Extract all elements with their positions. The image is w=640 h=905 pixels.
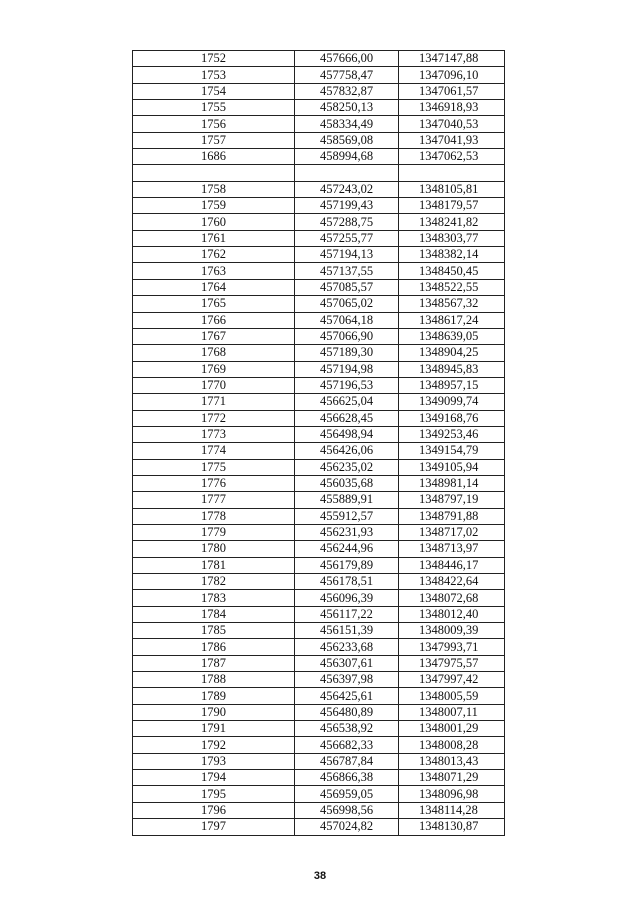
point-number-cell: 1776: [133, 475, 295, 491]
point-number-cell: 1783: [133, 590, 295, 606]
point-number-cell: 1754: [133, 83, 295, 99]
y-coordinate-cell: 1348179,57: [399, 198, 505, 214]
point-number-cell: 1797: [133, 819, 295, 835]
table-row: [133, 819, 505, 835]
table-row: [133, 51, 505, 67]
y-coordinate-cell: 1349168,76: [399, 410, 505, 426]
x-coordinate-cell: 457832,87: [295, 83, 399, 99]
x-coordinate-cell: 456998,56: [295, 802, 399, 818]
x-coordinate-cell: 457085,57: [295, 279, 399, 295]
table-row: [133, 721, 505, 737]
point-number-cell: 1774: [133, 443, 295, 459]
y-coordinate-cell: 1349154,79: [399, 443, 505, 459]
table-row: [133, 296, 505, 312]
table-row: [133, 377, 505, 393]
x-coordinate-cell: 457137,55: [295, 263, 399, 279]
point-number-cell: 1781: [133, 557, 295, 573]
point-number-cell: 1775: [133, 459, 295, 475]
table-row: [133, 786, 505, 802]
x-coordinate-cell: 457196,53: [295, 377, 399, 393]
x-coordinate-cell: 456151,39: [295, 623, 399, 639]
y-coordinate-cell: 1348009,39: [399, 623, 505, 639]
y-coordinate-cell: 1348717,02: [399, 524, 505, 540]
table-row: [133, 574, 505, 590]
y-coordinate-cell: 1347040,53: [399, 116, 505, 132]
table-row: [133, 606, 505, 622]
point-number-cell: 1766: [133, 312, 295, 328]
point-number-cell: 1759: [133, 198, 295, 214]
point-number-cell: 1787: [133, 655, 295, 671]
point-number-cell: 1796: [133, 802, 295, 818]
y-coordinate-cell: 1347062,53: [399, 149, 505, 165]
point-number-cell: 1772: [133, 410, 295, 426]
table-row: [133, 100, 505, 116]
table-row: [133, 230, 505, 246]
x-coordinate-cell: 458250,13: [295, 100, 399, 116]
y-coordinate-cell: 1348981,14: [399, 475, 505, 491]
table-row: [133, 770, 505, 786]
table-row: [133, 394, 505, 410]
point-number-cell: [133, 165, 295, 181]
point-number-cell: 1793: [133, 753, 295, 769]
x-coordinate-cell: 457024,82: [295, 819, 399, 835]
y-coordinate-cell: 1348007,11: [399, 704, 505, 720]
point-number-cell: 1763: [133, 263, 295, 279]
point-number-cell: 1779: [133, 524, 295, 540]
table-row: [133, 328, 505, 344]
x-coordinate-cell: 457666,00: [295, 51, 399, 67]
y-coordinate-cell: 1346918,93: [399, 100, 505, 116]
x-coordinate-cell: 457194,98: [295, 361, 399, 377]
table-row: [133, 132, 505, 148]
y-coordinate-cell: 1348422,64: [399, 574, 505, 590]
point-number-cell: 1764: [133, 279, 295, 295]
table-row: [133, 753, 505, 769]
y-coordinate-cell: 1348072,68: [399, 590, 505, 606]
table-row: [133, 590, 505, 606]
point-number-cell: 1761: [133, 230, 295, 246]
y-coordinate-cell: 1348382,14: [399, 247, 505, 263]
x-coordinate-cell: 456628,45: [295, 410, 399, 426]
point-number-cell: 1758: [133, 181, 295, 197]
table-row: [133, 149, 505, 165]
x-coordinate-cell: 456397,98: [295, 672, 399, 688]
point-number-cell: 1792: [133, 737, 295, 753]
point-number-cell: 1782: [133, 574, 295, 590]
point-number-cell: 1790: [133, 704, 295, 720]
y-coordinate-cell: 1348005,59: [399, 688, 505, 704]
coordinates-table-body: [133, 51, 505, 836]
table-row: [133, 492, 505, 508]
x-coordinate-cell: 457758,47: [295, 67, 399, 83]
point-number-cell: 1791: [133, 721, 295, 737]
x-coordinate-cell: 456425,61: [295, 688, 399, 704]
y-coordinate-cell: 1347997,42: [399, 672, 505, 688]
x-coordinate-cell: 455889,91: [295, 492, 399, 508]
y-coordinate-cell: 1348001,29: [399, 721, 505, 737]
y-coordinate-cell: 1348567,32: [399, 296, 505, 312]
y-coordinate-cell: 1348522,55: [399, 279, 505, 295]
table-row: [133, 623, 505, 639]
table-row: [133, 214, 505, 230]
x-coordinate-cell: 456096,39: [295, 590, 399, 606]
table-row: [133, 443, 505, 459]
point-number-cell: 1765: [133, 296, 295, 312]
x-coordinate-cell: 456244,96: [295, 541, 399, 557]
y-coordinate-cell: 1348130,87: [399, 819, 505, 835]
table-row: [133, 557, 505, 573]
y-coordinate-cell: 1347061,57: [399, 83, 505, 99]
x-coordinate-cell: 457255,77: [295, 230, 399, 246]
y-coordinate-cell: 1348450,45: [399, 263, 505, 279]
x-coordinate-cell: 456787,84: [295, 753, 399, 769]
x-coordinate-cell: 456426,06: [295, 443, 399, 459]
y-coordinate-cell: 1348114,28: [399, 802, 505, 818]
x-coordinate-cell: 457243,02: [295, 181, 399, 197]
point-number-cell: 1780: [133, 541, 295, 557]
y-coordinate-cell: 1348639,05: [399, 328, 505, 344]
point-number-cell: 1778: [133, 508, 295, 524]
x-coordinate-cell: 456480,89: [295, 704, 399, 720]
point-number-cell: 1769: [133, 361, 295, 377]
table-row: [133, 475, 505, 491]
x-coordinate-cell: 457194,13: [295, 247, 399, 263]
table-row: [133, 737, 505, 753]
y-coordinate-cell: 1348013,43: [399, 753, 505, 769]
table-row: [133, 410, 505, 426]
y-coordinate-cell: 1348008,28: [399, 737, 505, 753]
table-row: [133, 524, 505, 540]
y-coordinate-cell: 1348617,24: [399, 312, 505, 328]
x-coordinate-cell: 456178,51: [295, 574, 399, 590]
table-row: [133, 181, 505, 197]
point-number-cell: 1755: [133, 100, 295, 116]
table-row: [133, 116, 505, 132]
table-row: [133, 672, 505, 688]
point-number-cell: 1789: [133, 688, 295, 704]
table-row: [133, 83, 505, 99]
point-number-cell: 1770: [133, 377, 295, 393]
x-coordinate-cell: 457288,75: [295, 214, 399, 230]
table-row: [133, 639, 505, 655]
table-row: [133, 198, 505, 214]
point-number-cell: 1756: [133, 116, 295, 132]
x-coordinate-cell: 457199,43: [295, 198, 399, 214]
point-number-cell: 1767: [133, 328, 295, 344]
x-coordinate-cell: 458994,68: [295, 149, 399, 165]
point-number-cell: 1762: [133, 247, 295, 263]
x-coordinate-cell: 456117,22: [295, 606, 399, 622]
table-row: [133, 312, 505, 328]
y-coordinate-cell: 1348071,29: [399, 770, 505, 786]
x-coordinate-cell: 456625,04: [295, 394, 399, 410]
y-coordinate-cell: 1349099,74: [399, 394, 505, 410]
table-row: [133, 165, 505, 181]
table-row: [133, 655, 505, 671]
point-number-cell: 1771: [133, 394, 295, 410]
x-coordinate-cell: 457189,30: [295, 345, 399, 361]
table-row: [133, 67, 505, 83]
x-coordinate-cell: 458569,08: [295, 132, 399, 148]
x-coordinate-cell: 457065,02: [295, 296, 399, 312]
table-row: [133, 279, 505, 295]
x-coordinate-cell: 456307,61: [295, 655, 399, 671]
y-coordinate-cell: 1348446,17: [399, 557, 505, 573]
y-coordinate-cell: 1348713,97: [399, 541, 505, 557]
point-number-cell: 1785: [133, 623, 295, 639]
page-number: 38: [313, 870, 327, 882]
table-row: [133, 345, 505, 361]
x-coordinate-cell: 456231,93: [295, 524, 399, 540]
y-coordinate-cell: 1348945,83: [399, 361, 505, 377]
table-row: [133, 688, 505, 704]
point-number-cell: 1795: [133, 786, 295, 802]
point-number-cell: 1753: [133, 67, 295, 83]
y-coordinate-cell: [399, 165, 505, 181]
x-coordinate-cell: 458334,49: [295, 116, 399, 132]
point-number-cell: 1768: [133, 345, 295, 361]
table-row: [133, 508, 505, 524]
y-coordinate-cell: 1347096,10: [399, 67, 505, 83]
point-number-cell: 1788: [133, 672, 295, 688]
y-coordinate-cell: 1348904,25: [399, 345, 505, 361]
x-coordinate-cell: 455912,57: [295, 508, 399, 524]
point-number-cell: 1760: [133, 214, 295, 230]
y-coordinate-cell: 1347147,88: [399, 51, 505, 67]
table-row: [133, 541, 505, 557]
x-coordinate-cell: 456959,05: [295, 786, 399, 802]
table-row: [133, 802, 505, 818]
y-coordinate-cell: 1348012,40: [399, 606, 505, 622]
point-number-cell: 1794: [133, 770, 295, 786]
x-coordinate-cell: 456035,68: [295, 475, 399, 491]
table-row: [133, 361, 505, 377]
table-row: [133, 263, 505, 279]
y-coordinate-cell: 1348096,98: [399, 786, 505, 802]
x-coordinate-cell: 456682,33: [295, 737, 399, 753]
x-coordinate-cell: 456866,38: [295, 770, 399, 786]
x-coordinate-cell: 456498,94: [295, 426, 399, 442]
x-coordinate-cell: 456233,68: [295, 639, 399, 655]
coordinates-table: [132, 50, 505, 836]
y-coordinate-cell: 1348303,77: [399, 230, 505, 246]
y-coordinate-cell: 1348797,19: [399, 492, 505, 508]
y-coordinate-cell: 1348957,15: [399, 377, 505, 393]
point-number-cell: 1686: [133, 149, 295, 165]
y-coordinate-cell: 1348791,88: [399, 508, 505, 524]
table-row: [133, 459, 505, 475]
point-number-cell: 1784: [133, 606, 295, 622]
point-number-cell: 1786: [133, 639, 295, 655]
y-coordinate-cell: 1349105,94: [399, 459, 505, 475]
table-row: [133, 704, 505, 720]
x-coordinate-cell: 456235,02: [295, 459, 399, 475]
x-coordinate-cell: [295, 165, 399, 181]
y-coordinate-cell: 1348105,81: [399, 181, 505, 197]
point-number-cell: 1773: [133, 426, 295, 442]
x-coordinate-cell: 456538,92: [295, 721, 399, 737]
point-number-cell: 1777: [133, 492, 295, 508]
point-number-cell: 1757: [133, 132, 295, 148]
table-row: [133, 426, 505, 442]
table-row: [133, 247, 505, 263]
y-coordinate-cell: 1347993,71: [399, 639, 505, 655]
y-coordinate-cell: 1347975,57: [399, 655, 505, 671]
x-coordinate-cell: 457064,18: [295, 312, 399, 328]
y-coordinate-cell: 1349253,46: [399, 426, 505, 442]
y-coordinate-cell: 1347041,93: [399, 132, 505, 148]
y-coordinate-cell: 1348241,82: [399, 214, 505, 230]
x-coordinate-cell: 457066,90: [295, 328, 399, 344]
point-number-cell: 1752: [133, 51, 295, 67]
x-coordinate-cell: 456179,89: [295, 557, 399, 573]
